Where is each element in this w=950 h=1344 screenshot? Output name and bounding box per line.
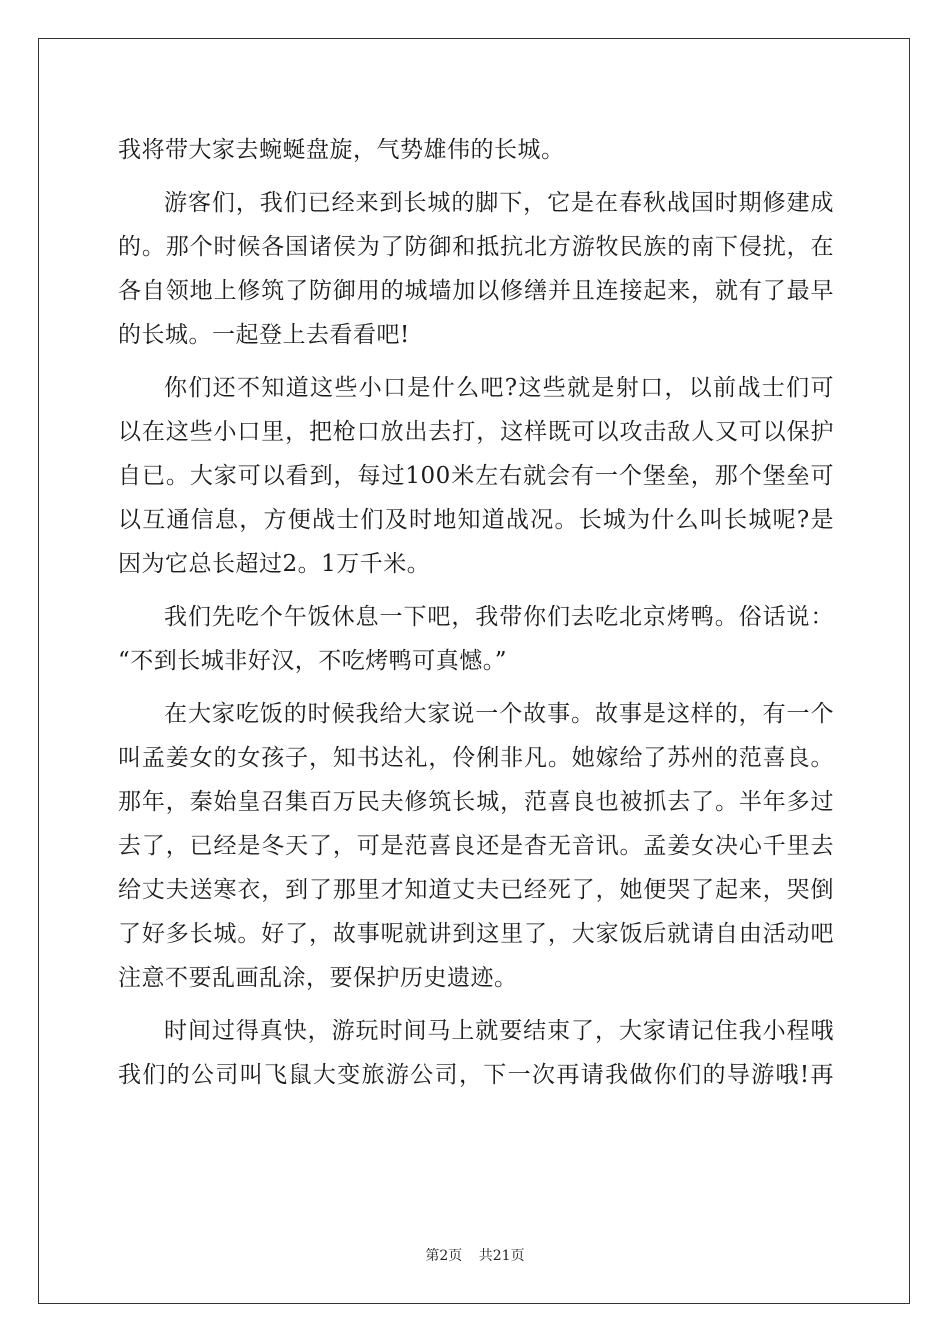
text-line: 去了，已经是冬天了，可是范喜良还是杳无音讯。孟姜女决心千里去	[118, 833, 834, 859]
text-line: 以互通信息，方便战士们及时地知道战况。长城为什么叫长城呢?是	[118, 507, 834, 533]
page-number: 第2页	[425, 1248, 463, 1264]
text-line: 了好多长城。好了，故事呢就讲到这里了，大家饭后就请自由活动吧	[118, 921, 834, 947]
text-line: 在大家吃饭的时候我给大家说一个故事。故事是这样的，有一个	[164, 701, 834, 727]
text-line: 游客们，我们已经来到长城的脚下，它是在春秋战国时期修建成	[164, 190, 834, 216]
text-line: 叫孟姜女的女孩子，知书达礼，伶俐非凡。她嫁给了苏州的范喜良。	[118, 745, 834, 771]
paragraph	[118, 595, 834, 683]
text-line: 的。那个时候各国诸侯为了防御和抵抗北方游牧民族的南下侵扰，在	[118, 234, 834, 260]
total-pages: 共21页	[478, 1248, 525, 1264]
text-line: 你们还不知道这些小口是什么吧?这些就是射口，以前战士们可	[164, 375, 834, 401]
text-line: 我们先吃个午饭休息一下吧，我带你们去吃北京烤鸭。俗话说：	[164, 604, 834, 630]
text-line: 因为它总长超过2。1万千米。	[118, 551, 431, 577]
text-line: 我们的公司叫飞鼠大变旅游公司，下一次再请我做你们的导游哦!再	[118, 1062, 834, 1088]
text-line: 给丈夫送寒衣，到了那里才知道丈夫已经死了，她便哭了起来，哭倒	[118, 877, 834, 903]
text-line: “不到长城非好汉，不吃烤鸭可真憾。”	[118, 648, 508, 674]
document-body	[118, 128, 834, 1097]
text-line: 以在这些小口里，把枪口放出去打，这样既可以攻击敌人又可以保护	[118, 419, 834, 445]
text-line: 那年，秦始皇召集百万民夫修筑长城，范喜良也被抓去了。半年多过	[118, 789, 834, 815]
text-line: 注意不要乱画乱涂，要保护历史遗迹。	[118, 965, 518, 991]
paragraph	[118, 128, 834, 172]
text-line: 各自领地上修筑了防御用的城墙加以修缮并且连接起来，就有了最早	[118, 278, 834, 304]
page-footer	[0, 1245, 950, 1265]
text-line: 的长城。一起登上去看看吧!	[118, 322, 410, 348]
paragraph	[118, 692, 834, 1000]
text-line: 时间过得真快，游玩时间马上就要结束了，大家请记住我小程哦	[164, 1018, 834, 1044]
text-line: 我将带大家去蜿蜒盘旋，气势雄伟的长城。	[118, 137, 565, 163]
paragraph	[118, 366, 834, 586]
paragraph	[118, 181, 834, 357]
text-line: 自已。大家可以看到，每过100米左右就会有一个堡垒，那个堡垒可	[118, 463, 834, 489]
paragraph	[118, 1009, 834, 1097]
